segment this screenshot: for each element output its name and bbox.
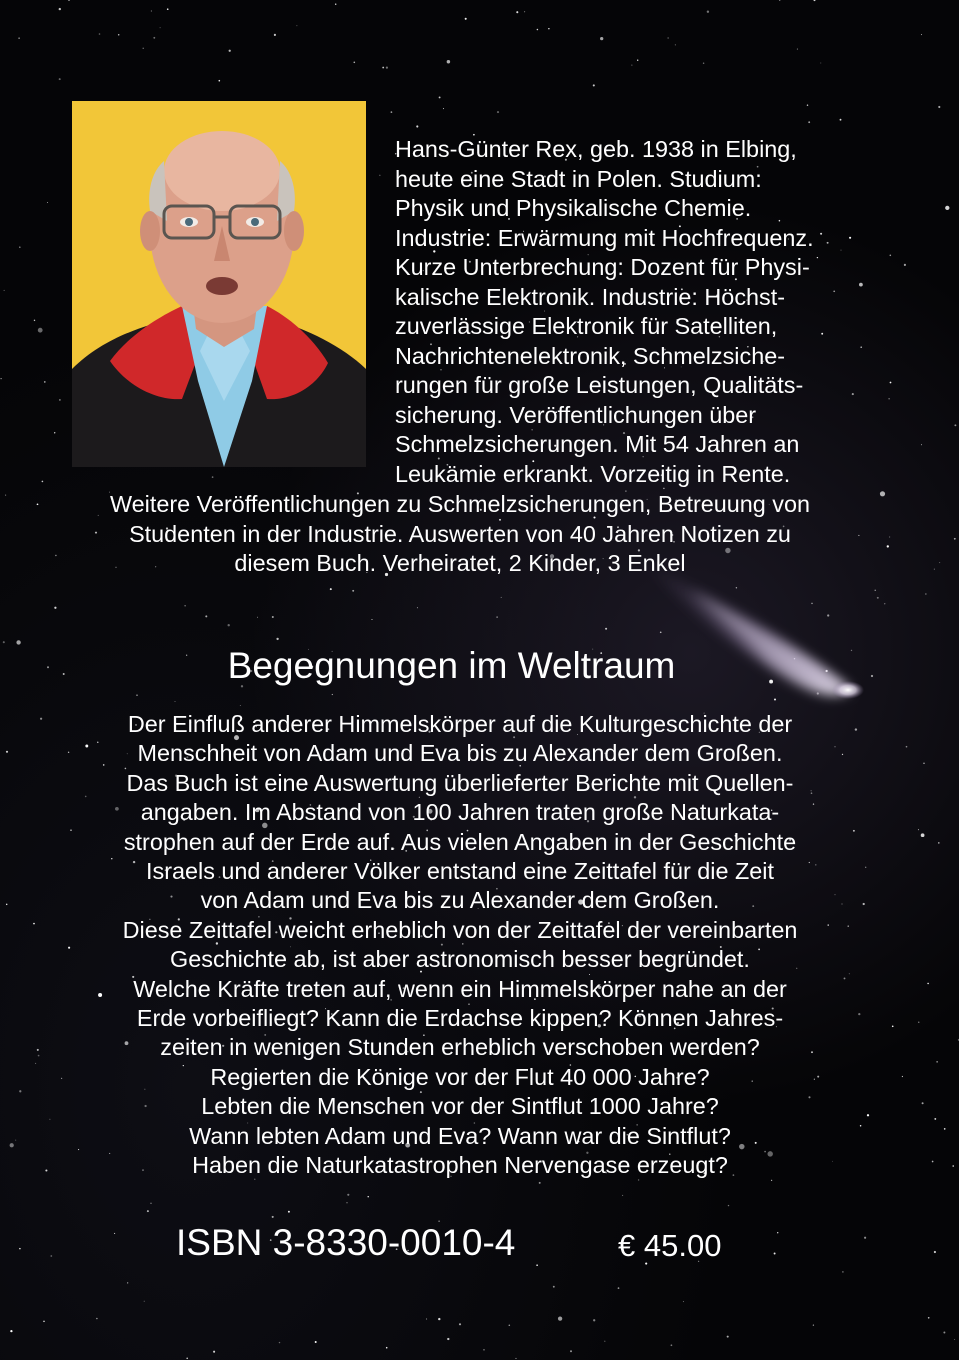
price-label: € 45.00 [618, 1228, 722, 1263]
description-line: Der Einfluß anderer Himmelskörper auf die Kulturgeschichte der [127, 711, 793, 737]
description-line: zeiten in wenigen Stunden erheblich verschoben werden? [160, 1034, 760, 1061]
author-bio-line: Leukämie erkrankt. Vorzeitig in Rente. [395, 460, 791, 487]
author-bio-line: Studenten in der Industrie. Auswerten von 40 Jahren Notizen zu [129, 520, 791, 547]
author-bio-line: heute eine Stadt in Polen. Studium: [395, 165, 762, 192]
author-portrait-image [72, 101, 366, 467]
description-line: Wann lebten Adam und Eva? Wann war die Sintflut? [189, 1122, 731, 1149]
author-bio-line: rungen für große Leistungen, Qualitäts- [395, 372, 804, 398]
author-bio-line: Weitere Veröffentlichungen zu Schmelzsicherungen, Betreuung von [110, 491, 810, 517]
author-bio-line: Physik und Physikalische Chemie. [395, 195, 752, 221]
author-photo [72, 101, 366, 467]
author-bio-line: sicherung. Veröffentlichungen über [395, 401, 757, 428]
book-title: Begegnungen im Weltraum [227, 645, 676, 686]
description-line: Israels und anderer Völker entstand eine Zeittafel für die Zeit [146, 858, 774, 885]
description-line: strophen auf der Erde auf. Aus vielen Angaben in der Geschichte [123, 828, 797, 855]
author-bio-continuation [40, 490, 880, 579]
description-line: Haben die Naturkatastrophen Nervengase erzeugt? [192, 1152, 728, 1179]
description-line: Lebten die Menschen vor der Sintflut 1000 Jahre? [201, 1093, 719, 1120]
description-line: von Adam und Eva bis zu Alexander dem Großen. [200, 887, 720, 914]
description-line: Welche Kräfte treten auf, wenn ein Himmelskörper nahe an der [133, 975, 787, 1002]
description-line: Erde vorbeifliegt? Kann die Erdachse kippen? Können Jahres- [136, 1005, 784, 1032]
description-line: angaben. Im Abstand von 100 Jahren traten große Naturkata- [140, 799, 780, 826]
author-bio-line: zuverlässige Elektronik für Satelliten, [395, 313, 778, 339]
author-bio [395, 135, 865, 489]
author-bio-line: Nachrichtenelektronik, Schmelzsiche- [395, 342, 785, 369]
author-bio-line: Industrie: Erwärmung mit Hochfrequenz. [395, 224, 814, 251]
description-line: Menschheit von Adam und Eva bis zu Alexander dem Großen. [137, 740, 783, 767]
author-bio-line: Kurze Unterbrechung: Dozent für Physi- [395, 254, 810, 280]
author-bio-line: kalische Elektronik. Industrie: Höchst- [395, 283, 786, 310]
author-bio-line: Schmelzsicherungen. Mit 54 Jahren an [395, 431, 800, 457]
book-description [30, 710, 890, 1181]
description-line: Diese Zeittafel weicht erheblich von der Zeittafel der vereinbarten [122, 916, 798, 943]
description-line: Das Buch ist eine Auswertung überlieferter Berichte mit Quellen- [126, 769, 794, 796]
author-bio-line: Hans-Günter Rex, geb. 1938 in Elbing, [395, 136, 797, 162]
isbn-number: ISBN 3-8330-0010-4 [176, 1222, 516, 1263]
description-line: Regierten die Könige vor der Flut 40 000 Jahre? [210, 1063, 710, 1090]
description-line: Geschichte ab, ist aber astronomisch besser begründet. [170, 946, 750, 973]
author-bio-line: diesem Buch. Verheiratet, 2 Kinder, 3 Enkel [234, 550, 686, 576]
